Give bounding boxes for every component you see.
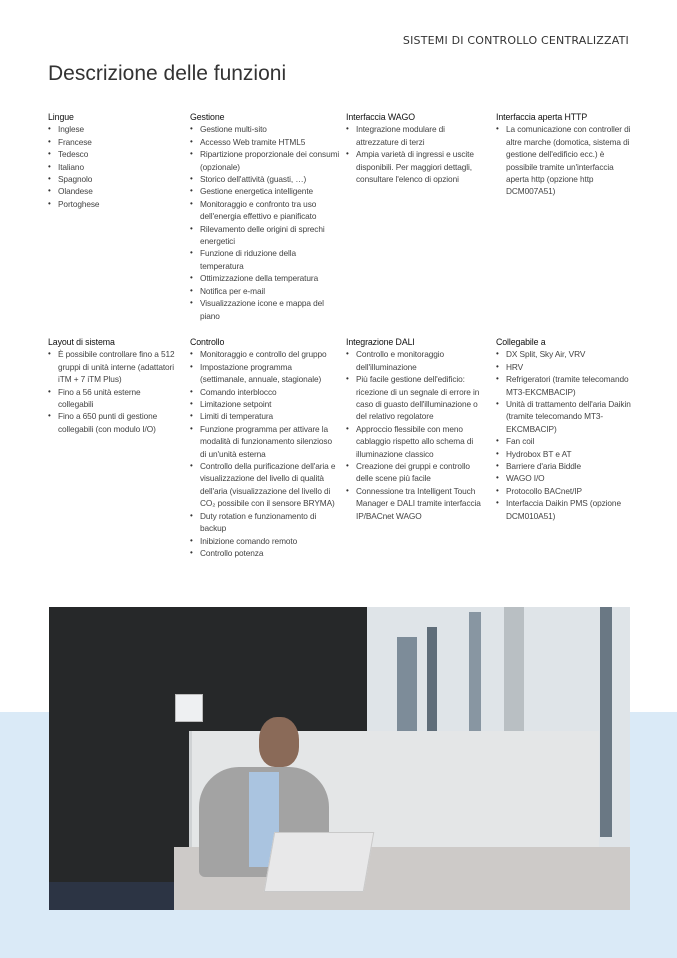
list-item: • Barriere d'aria Biddle <box>496 460 641 472</box>
list-item: • Spagnolo <box>48 173 198 185</box>
list-item: • Hydrobox BT e AT <box>496 448 641 460</box>
list-item: • HRV <box>496 361 641 373</box>
list-item: • Inglese <box>48 123 198 135</box>
section-header: SISTEMI DI CONTROLLO CENTRALIZZATI <box>402 34 629 47</box>
list-item: • Creazione dei gruppi e controllo delle scene più facile <box>346 460 486 485</box>
list-item: • Integrazione modulare di attrezzature di terzi <box>346 123 486 148</box>
list-item: • Impostazione programma (settimanale, annuale, stagionale) <box>190 361 340 386</box>
list-item: • Storico dell'attività (guasti, …) <box>190 173 340 185</box>
list-item: • Limiti di temperatura <box>190 410 340 422</box>
col-lingue <box>48 111 198 210</box>
list-item: • Più facile gestione dell'edificio: ricezione di un segnale di errore in caso di guasto dell'illuminazione o del relativo regolatore <box>346 373 486 423</box>
list-item: • La comunicazione con controller di altre marche (domotica, sistema di gestione dell'edificio ecc.) è possibile tramite un'interfaccia aperta http (opzione http DCM007A51) <box>496 123 636 197</box>
list-item: • Fino a 650 punti di gestione collegabili (con modulo I/O) <box>48 410 178 435</box>
list-item: • Inibizione comando remoto <box>190 535 340 547</box>
column-heading: Layout di sistema <box>48 337 115 347</box>
column-heading: Integrazione DALI <box>346 337 415 347</box>
col-controllo <box>190 336 340 559</box>
col-layout-sistema <box>48 336 178 435</box>
bullet-list <box>346 123 486 185</box>
col-gestione <box>190 111 340 322</box>
list-item: • Refrigeratori (tramite telecomando MT3-EKCMBACIP) <box>496 373 641 398</box>
list-item: • Approccio flessibile con meno cablaggio rispetto allo schema di illuminazione classico <box>346 423 486 460</box>
col-integrazione-dali <box>346 336 486 522</box>
laptop <box>264 832 375 892</box>
col-interfaccia-http <box>496 111 636 198</box>
list-item: • Ottimizzazione della temperatura <box>190 272 340 284</box>
list-item: • È possibile controllare fino a 512 gruppi di unità interne (adattatori iTM + 7 iTM Plus) <box>48 348 178 385</box>
list-item: • Controllo potenza <box>190 547 340 559</box>
list-item: • Controllo della purificazione dell'aria e visualizzazione del livello di qualità dell'aria (visualizzazione del livello di CO₂ possibile con il sensore BRYMA) <box>190 460 340 510</box>
list-item: • Italiano <box>48 161 198 173</box>
list-item: • Gestione energetica intelligente <box>190 185 340 197</box>
list-item: • Comando interblocco <box>190 386 340 398</box>
column-heading: Interfaccia WAGO <box>346 112 415 122</box>
bullet-list <box>190 348 340 559</box>
office-photo <box>49 607 630 910</box>
list-item: • Accesso Web tramite HTML5 <box>190 136 340 148</box>
list-item: • Rilevamento delle origini di sprechi energetici <box>190 223 340 248</box>
bullet-list <box>190 123 340 322</box>
column-heading: Lingue <box>48 112 74 122</box>
column-heading: Interfaccia aperta HTTP <box>496 112 588 122</box>
list-item: • Portoghese <box>48 198 198 210</box>
list-item: • Unità di trattamento dell'aria Daikin (tramite telecomando MT3-EKCMBACIP) <box>496 398 641 435</box>
list-item: • Connessione tra Intelligent Touch Manager e DALI tramite interfaccia IP/BACnet WAGO <box>346 485 486 522</box>
bullet-list <box>346 348 486 522</box>
list-item: • Funzione di riduzione della temperatura <box>190 247 340 272</box>
list-item: • Monitoraggio e controllo del gruppo <box>190 348 340 360</box>
touch-panel <box>175 694 203 722</box>
list-item: • Francese <box>48 136 198 148</box>
list-item: • Protocollo BACnet/IP <box>496 485 641 497</box>
column-heading: Controllo <box>190 337 225 347</box>
list-item: • Fino a 56 unità esterne collegabili <box>48 386 178 411</box>
page-title: Descrizione delle funzioni <box>48 62 287 85</box>
list-item: • DX Split, Sky Air, VRV <box>496 348 641 360</box>
list-item: • Ampia varietà di ingressi e uscite disponibili. Per maggiori dettagli, consultare l'elenco di opzioni <box>346 148 486 185</box>
list-item: • Ripartizione proporzionale dei consumi (opzionale) <box>190 148 340 173</box>
list-item: • Notifica per e-mail <box>190 285 340 297</box>
person-head <box>259 717 299 767</box>
bullet-list <box>48 123 198 210</box>
list-item: • Visualizzazione icone e mappa del piano <box>190 297 340 322</box>
list-item: • Monitoraggio e confronto tra uso dell'energia effettivo e pianificato <box>190 198 340 223</box>
list-item: • WAGO I/O <box>496 472 641 484</box>
col-collegabile <box>496 336 641 522</box>
list-item: • Gestione multi-sito <box>190 123 340 135</box>
list-item: • Controllo e monitoraggio dell'illuminazione <box>346 348 486 373</box>
window-frame <box>600 607 612 837</box>
list-item: • Tedesco <box>48 148 198 160</box>
list-item: • Funzione programma per attivare la modalità di funzionamento silenzioso di un'unità esterna <box>190 423 340 460</box>
bullet-list <box>496 348 641 522</box>
column-heading: Collegabile a <box>496 337 546 347</box>
bullet-list <box>48 348 178 435</box>
list-item: • Duty rotation e funzionamento di backup <box>190 510 340 535</box>
list-item: • Limitazione setpoint <box>190 398 340 410</box>
list-item: • Interfaccia Daikin PMS (opzione DCM010A51) <box>496 497 641 522</box>
col-interfaccia-wago <box>346 111 486 185</box>
column-heading: Gestione <box>190 112 225 122</box>
list-item: • Fan coil <box>496 435 641 447</box>
list-item: • Olandese <box>48 185 198 197</box>
bullet-list <box>496 123 636 197</box>
